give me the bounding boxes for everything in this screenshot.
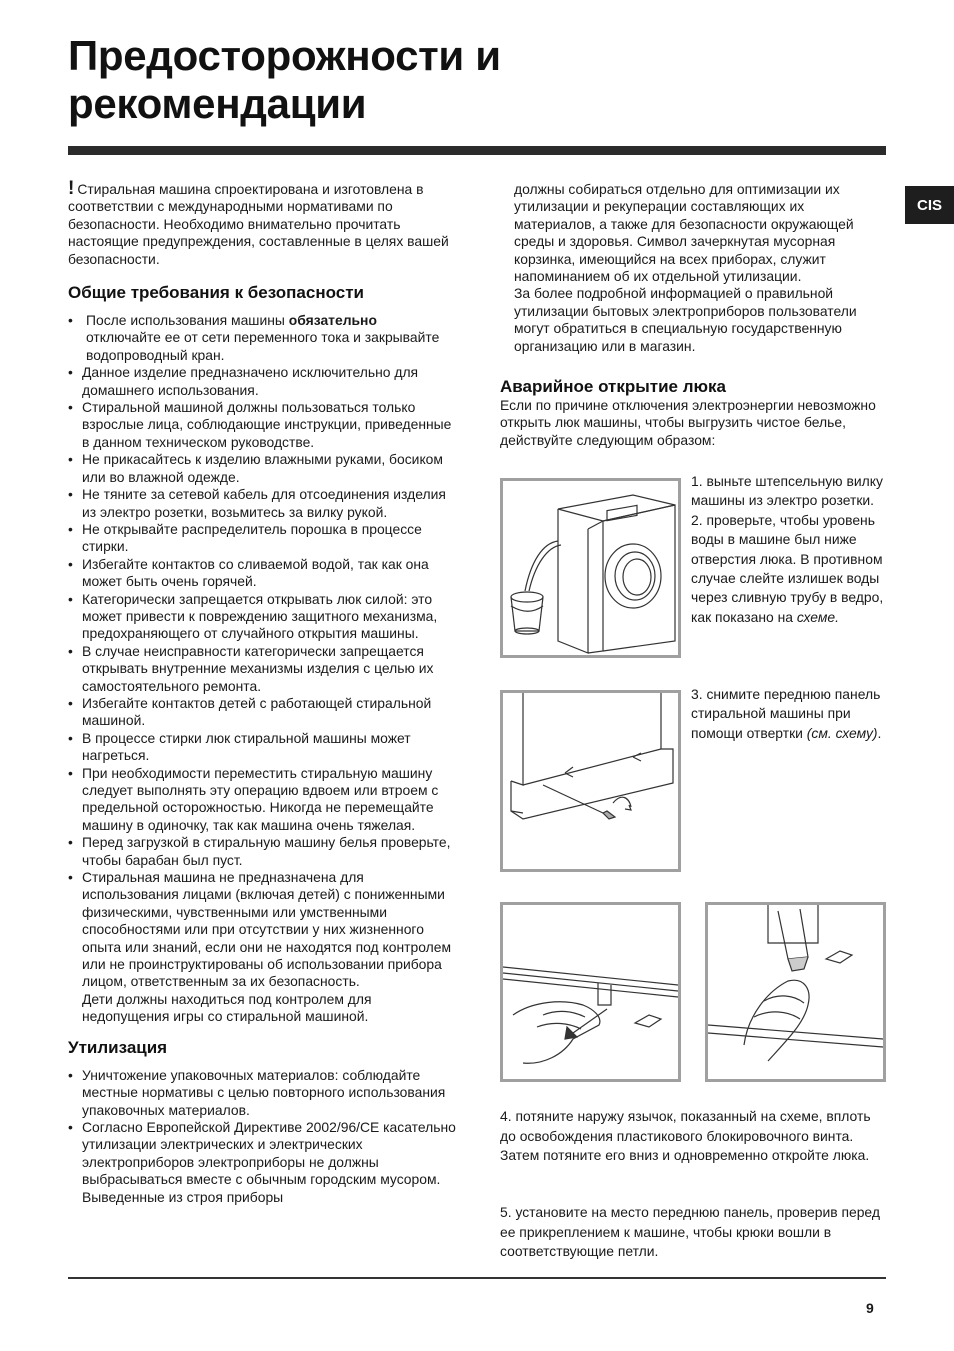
list-item: • Избегайте контактов со сливаемой водой, так как она может быть очень горячей. [68, 556, 456, 591]
list-item [68, 312, 456, 364]
pull-tab-illustration [503, 905, 678, 1079]
list-item: • Уничтожение упаковочных материалов: соблюдайте местные нормативы с целью повторного использования упаковочных материалов. [68, 1067, 456, 1119]
list-item-text: Дети должны находиться под контролем для недопущения игры со стиральной машиной. [82, 990, 372, 1025]
step-3: 3. снимите переднюю панель стиральной машины при помощи отвертки [691, 686, 881, 741]
list-item: • Данное изделие предназначено исключительно для домашнего использования. [68, 364, 456, 399]
emergency-heading: Аварийное открытие люка [500, 377, 727, 397]
disposal-continued: должны собираться отдельно для оптимизации их утилизации и рекуперации составляющих их материалов, а также для безопасности окружающей среды и здоровья. Символ зачеркнутая мусорная корзинка, имеющийся на всех приборах, служит напоминанием об их отдельной утилизации. [514, 181, 854, 285]
unlock-illustration [708, 905, 883, 1079]
disposal-list [68, 1067, 456, 1206]
list-item: • При необходимости переместить стиральную машину следует выполнять эту операцию вдвоем или втроем с предельной осторожностью. Никогда не перемещайте машину в одиночку, так как машина очень тяжелая. [68, 765, 456, 835]
warning-icon: ! [68, 178, 75, 199]
list-item-text: После использования машины [86, 312, 289, 329]
footer-rule [68, 1277, 886, 1279]
intro-text: Стиральная машина спроектирована и изготовлена в соответствии с международными нормативами по безопасности. Необходимо внимательно прочитать настоящие предупреждения, составленные в целях вашей безопасности. [68, 181, 449, 267]
washing-machine-illustration [503, 481, 678, 655]
list-item: • В процессе стирки люк стиральной машины может нагреться. [68, 730, 456, 765]
list-item: • В случае неисправности категорически запрещается открывать внутренние механизмы изделия с целью их самостоятельного ремонта. [68, 643, 456, 695]
language-tab: CIS [905, 186, 954, 224]
left-column [68, 178, 456, 1206]
figure-unlock [705, 902, 886, 1082]
list-item: • Перед загрузкой в стиральную машину белья проверьте, чтобы барабан был пуст. [68, 834, 456, 869]
right-column [500, 181, 886, 449]
step-2: 2. проверьте, чтобы уровень воды в машине был ниже отверстия люка. В противном случае слейте излишек воды через сливную трубу в ведро, как показано на [691, 511, 884, 625]
step-5: 5. установите на место переднюю панель, проверив перед ее прикреплением к машине, чтобы крюки вошли в соответствующие петли. [500, 1204, 880, 1260]
emergency-intro: Если по причине отключения электроэнергии невозможно открыть люк машины, чтобы выгрузить чистое белье, действуйте следующим образом: [500, 397, 876, 448]
list-item [68, 869, 456, 1026]
step-2-ref: схеме. [796, 608, 839, 625]
list-item: • Избегайте контактов детей с работающей стиральной машиной. [68, 695, 456, 730]
title-line-2: рекомендации [68, 80, 367, 127]
list-item-text: Стиральная машина не предназначена для использования лицами (включая детей) с пониженными физическими, чувственными или умственными способностями или при отсутствии у них жизненного опыта или знаний, если они не находятся под контролем или не проинструктированы об использовании прибора лицом, ответственным за их безопасность. [82, 869, 452, 990]
step-3-end: . [877, 724, 882, 741]
title-rule [68, 146, 886, 155]
emphasis-text: обязательно [288, 312, 377, 329]
page-number: 9 [866, 1300, 874, 1316]
list-item-text: отключайте ее от сети переменного тока и закрывайте водопроводный кран. [86, 329, 440, 363]
front-panel-illustration [503, 693, 678, 869]
step-4: 4. потяните наружу язычок, показанный на схеме, вплоть до освобождения пластикового блокировочного винта. Затем потяните его вниз и одновременно откройте люка. [500, 1108, 871, 1164]
title-line-1: Предосторожности и [68, 32, 501, 79]
figure-front-panel [500, 690, 681, 872]
list-item: • Стиральной машиной должны пользоваться только взрослые лица, соблюдающие инструкции, приведенные в данном техническом руководстве. [68, 399, 456, 451]
step-3-text [691, 685, 886, 743]
figure-drain-bucket [500, 478, 681, 658]
disposal-heading: Утилизация [68, 1037, 168, 1057]
page-title [68, 32, 501, 128]
figure-pull-tab [500, 902, 681, 1082]
step-1: 1. выньте штепсельную вилку машины из электро розетки. [691, 473, 883, 509]
list-item: • Не открывайте распределитель порошка в процессе стирки. [68, 521, 456, 556]
list-item: • Категорически запрещается открывать люк силой: это может привести к повреждению защитного механизма, предохраняющего от случайного открытия машины. [68, 591, 456, 643]
list-item: • Согласно Европейской Директиве 2002/96/CE касательно утилизации электрических и электрических электроприборов электроприборы не должны выбрасываться вместе с обычным городским мусором. Выведенные из строя приборы [68, 1119, 456, 1206]
general-safety-heading: Общие требования к безопасности [68, 283, 364, 303]
list-item: • Не тяните за сетевой кабель для отсоединения изделия из электро розетки, возьмитесь за вилку рукой. [68, 486, 456, 521]
intro-paragraph [68, 178, 456, 268]
step-1-2-text [691, 472, 886, 627]
disposal-info: За более подробной информацией о правильной утилизации бытовых электроприборов пользователи могут обратиться в специальную государственную организацию или в магазин. [514, 285, 857, 354]
general-safety-list [68, 312, 456, 1026]
list-item: • Не прикасайтесь к изделию влажными руками, босиком или во влажной одежде. [68, 451, 456, 486]
step-3-ref: (см. схему) [806, 724, 878, 741]
